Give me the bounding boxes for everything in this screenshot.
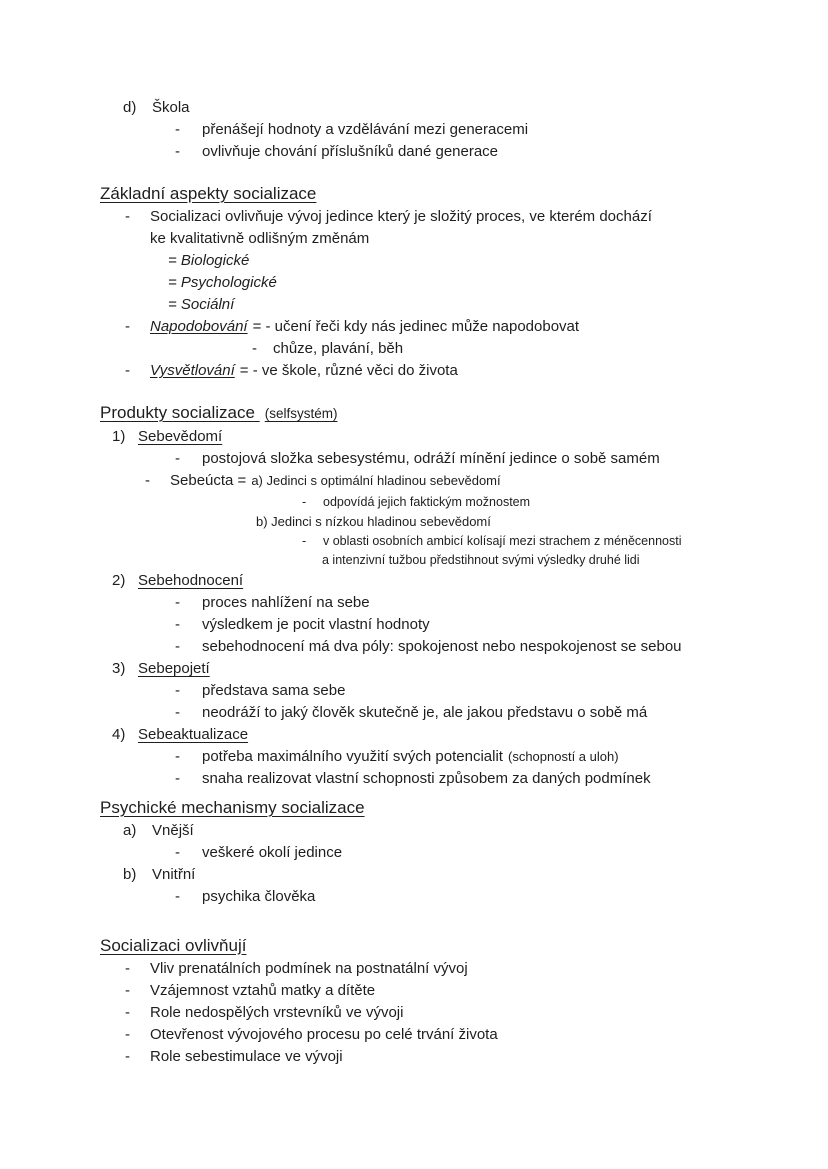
sub-bullet-text-continuation: a intenzivní tužbou předstihnout svými výsledky druhé lidi (322, 553, 640, 567)
numbered-item-sebepojeti (112, 658, 773, 680)
dash-bullet: - (125, 362, 130, 379)
dash-bullet: - (175, 450, 180, 467)
bullet-item (175, 702, 773, 724)
bullet-item (125, 980, 773, 1002)
dash-bullet: - (175, 616, 180, 633)
eq-item: = Psychologické (168, 274, 277, 291)
heading-ovlivnuji: Socializaci ovlivňují (100, 936, 247, 955)
dash-bullet: - (175, 594, 180, 611)
dash-bullet: - (175, 704, 180, 721)
list-item-vnejsi (123, 820, 773, 842)
section-mechanismy (100, 796, 773, 908)
item-title-sebevedomi: Sebevědomí (138, 428, 223, 445)
numbered-item-sebehodnoceni (112, 570, 773, 592)
heading-zakladni-aspekty: Základní aspekty socializace (100, 184, 317, 203)
bullet-item (175, 746, 773, 768)
bullet-item-sebeucta (145, 470, 773, 492)
dash-bullet: - (125, 1026, 130, 1043)
list-marker-3: 3) (112, 660, 126, 677)
sub-bullet-item (302, 492, 773, 512)
dash-bullet: - (125, 1048, 130, 1065)
bullet-item (175, 636, 773, 658)
bullet-text: neodráží to jaký člověk skutečně je, ale jakou představu o sobě má (202, 704, 648, 721)
bullet-text: ovlivňuje chování příslušníků dané generace (202, 143, 499, 160)
list-marker-2: 2) (112, 572, 126, 589)
bullet-item (175, 141, 773, 163)
heading-mechanismy: Psychické mechanismy socializace (100, 798, 365, 817)
dash-bullet: - (302, 495, 307, 509)
list-marker-d: d) (123, 99, 137, 116)
bullet-text: Role nedospělých vrstevníků ve vývoji (150, 1004, 404, 1021)
item-title-sebepojeti: Sebepojetí (138, 660, 210, 677)
dash-bullet: - (175, 844, 180, 861)
bullet-item (175, 680, 773, 702)
bullet-text: Vliv prenatálních podmínek na postnatální vývoj (150, 960, 468, 977)
bullet-text: veškeré okolí jedince (202, 844, 343, 861)
term-sebeucta: Sebeúcta = (170, 472, 247, 489)
numbered-item-sebeaktualizace (112, 724, 773, 746)
bullet-item (175, 592, 773, 614)
bullet-text: snaha realizovat vlastní schopnosti způsobem za daných podmínek (202, 770, 651, 787)
dash-bullet: - (175, 888, 180, 905)
bullet-item (175, 842, 773, 864)
dash-bullet: - (175, 748, 180, 765)
list-marker-a: a) (123, 822, 137, 839)
bullet-text: proces nahlížení na sebe (202, 594, 370, 611)
section-produkty (100, 401, 773, 790)
bullet-text: výsledkem je pocit vlastní hodnoty (202, 616, 430, 633)
bullet-text: psychika člověka (202, 888, 316, 905)
bullet-note: (schopností a uloh) (507, 749, 619, 764)
bullet-item (175, 768, 773, 790)
sub-bullet-text: v oblasti osobních ambicí kolísají mezi strachem z méněcennosti (323, 534, 682, 548)
dash-bullet: - (125, 208, 130, 225)
dash-bullet: - (125, 318, 130, 335)
dash-bullet: - (175, 143, 180, 160)
list-item-skola (123, 97, 773, 119)
bullet-text: sebehodnocení má dva póly: spokojenost nebo nespokojenost se sebou (202, 638, 682, 655)
sebeucta-option-a: a) Jedinci s optimální hladinou sebevědomí (251, 473, 501, 488)
list-marker-4: 4) (112, 726, 126, 743)
list-marker-b: b) (123, 866, 137, 883)
bullet-item (175, 119, 773, 141)
bullet-text-continuation: ke kvalitativně odlišným změnám (150, 230, 370, 247)
dash-bullet: - (145, 472, 150, 489)
definition-text: = - učení řeči kdy nás jedinec může napodobovat (252, 318, 580, 335)
dash-bullet: - (175, 638, 180, 655)
sub-bullet-text: odpovídá jejich faktickým možnostem (323, 495, 531, 509)
sebeucta-option-b: b) Jedinci s nízkou hladinou sebevědomí (256, 514, 491, 529)
bullet-text: postojová složka sebesystému, odráží mínění jedince o sobě samém (202, 450, 660, 467)
heading-produkty: Produkty socializace (selfsystém) (100, 403, 338, 422)
sub-bullet-item (302, 532, 773, 551)
term-napodobovani: Napodobování (150, 318, 248, 335)
dash-bullet: - (125, 982, 130, 999)
eq-item: = Sociální (168, 296, 235, 313)
dash-bullet: - (302, 534, 307, 548)
list-marker-1: 1) (112, 428, 126, 445)
item-title-vnitrni: Vnitřní (152, 866, 196, 883)
bullet-text: Role sebestimulace ve vývoji (150, 1048, 343, 1065)
item-title-vnejsi: Vnější (152, 822, 194, 839)
sub-bullet-item (252, 338, 773, 360)
bullet-text: představa sama sebe (202, 682, 346, 699)
bullet-item (175, 886, 773, 908)
bullet-item (125, 958, 773, 980)
numbered-item-sebevedomi (112, 426, 773, 448)
bullet-item (125, 1002, 773, 1024)
bullet-text: potřeba maximálního využití svých potencialit (202, 748, 503, 765)
section-ovlivnuji (100, 934, 773, 1068)
bullet-item (175, 448, 773, 470)
sub-bullet-text: chůze, plavání, běh (273, 340, 404, 357)
term-vysvetlovani: Vysvětlování (150, 362, 235, 379)
dash-bullet: - (175, 121, 180, 138)
dash-bullet: - (252, 340, 257, 357)
item-title-sebeaktualizace: Sebeaktualizace (138, 726, 249, 743)
bullet-item-vysvetlovani (125, 360, 773, 382)
list-item-vnitrni (123, 864, 773, 886)
bullet-text: přenášejí hodnoty a vzdělávání mezi generacemi (202, 121, 529, 138)
section-skola (100, 97, 773, 163)
dash-bullet: - (175, 682, 180, 699)
bullet-text: Otevřenost vývojového procesu po celé trvání života (150, 1026, 498, 1043)
bullet-item (175, 614, 773, 636)
item-title-sebehodnoceni: Sebehodnocení (138, 572, 244, 589)
item-title-skola: Škola (152, 99, 190, 116)
bullet-text: Socializaci ovlivňuje vývoj jedince který je složitý proces, ve kterém dochází (150, 208, 652, 225)
definition-text: = - ve škole, různé věci do života (239, 362, 458, 379)
section-zakladni-aspekty (100, 182, 773, 382)
dash-bullet: - (125, 1004, 130, 1021)
bullet-item (125, 206, 773, 228)
dash-bullet: - (125, 960, 130, 977)
bullet-item-napodobovani (125, 316, 773, 338)
dash-bullet: - (175, 770, 180, 787)
heading-note-selfsystem: (selfsystém) (264, 406, 338, 421)
eq-item: = Biologické (168, 252, 250, 269)
bullet-text: Vzájemnost vztahů matky a dítěte (150, 982, 376, 999)
bullet-item (125, 1024, 773, 1046)
bullet-item (125, 1046, 773, 1068)
